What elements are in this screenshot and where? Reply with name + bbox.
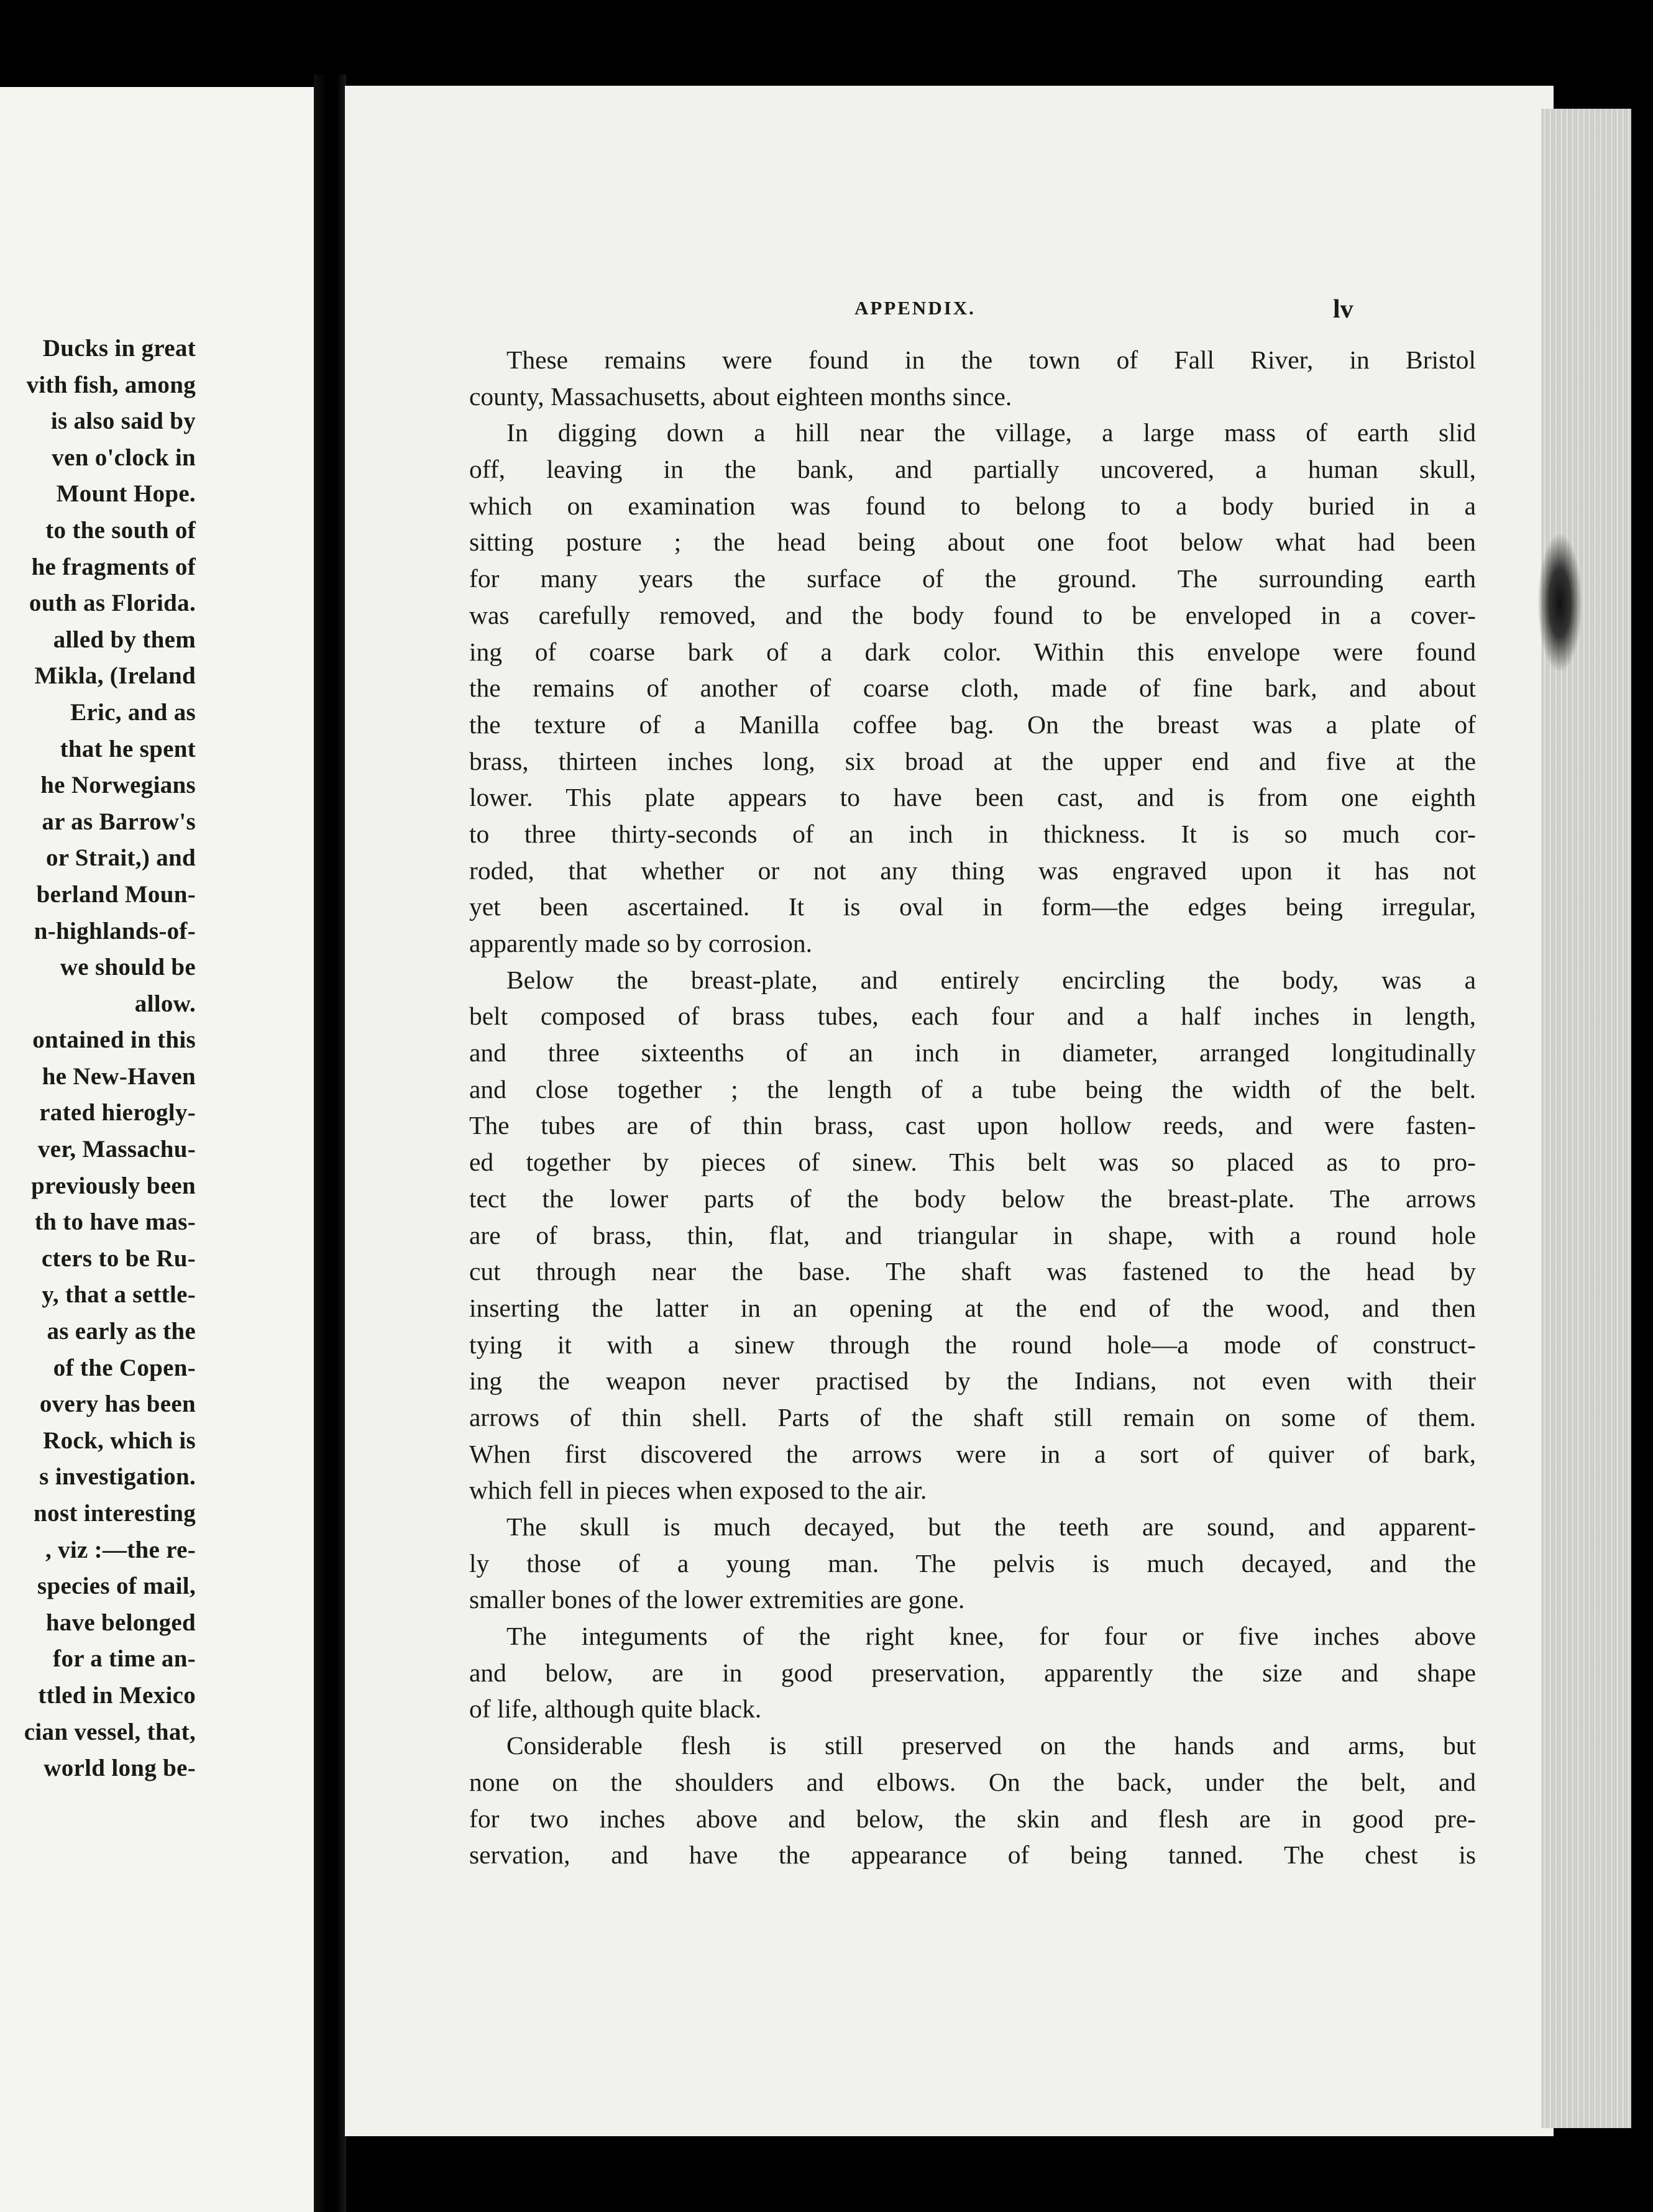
text-line: When first discovered the arrows were in a sort of quiver of bark,	[469, 1439, 1476, 1468]
text-line: inserting the latter in an opening at the end of the wood, and then	[469, 1293, 1476, 1322]
left-page-line: outh as Florida.	[29, 590, 196, 617]
text-line: lower. This plate appears to have been cast, and is from one eighth	[469, 783, 1476, 812]
left-page-line: we should be	[60, 954, 196, 981]
paragraph	[469, 1509, 1476, 1618]
text-line: the remains of another of coarse cloth, made of fine bark, and about	[469, 674, 1476, 703]
left-page-text	[0, 331, 196, 1787]
text-line: ed together by pieces of sinew. This belt was so placed as to pro-	[469, 1148, 1476, 1177]
text-line: brass, thirteen inches long, six broad at the upper end and five at the	[469, 746, 1476, 775]
book-gutter	[314, 75, 346, 2212]
text-line: The skull is much decayed, but the teeth are sound, and apparent-	[506, 1512, 1476, 1541]
left-page-line: Mount Hope.	[56, 480, 196, 508]
text-line: cut through near the base. The shaft was fastened to the head by	[469, 1257, 1476, 1286]
text-line: of life, although quite black.	[469, 1694, 762, 1724]
text-line: none on the shoulders and elbows. On the back, under the belt, and	[469, 1767, 1476, 1796]
text-line: for many years the surface of the ground. The surrounding earth	[469, 564, 1476, 593]
text-line: apparently made so by corrosion.	[469, 929, 813, 957]
text-line: and close together ; the length of a tube being the width of the belt.	[469, 1074, 1476, 1104]
left-page-line: he fragments of	[31, 553, 196, 580]
left-page-line: Eric, and as	[70, 698, 196, 726]
left-page-line: species of mail,	[37, 1573, 196, 1600]
left-page-line: , viz :—the re-	[45, 1536, 196, 1563]
left-page-line: he Norwegians	[40, 772, 196, 799]
left-page-line: is also said by	[50, 408, 196, 435]
paragraph	[469, 962, 1476, 1509]
paragraph	[469, 414, 1476, 961]
left-page-line: s investigation.	[39, 1463, 196, 1491]
left-page-line: ttled in Mexico	[38, 1681, 196, 1709]
text-line: for two inches above and below, the skin and flesh are in good pre-	[469, 1804, 1476, 1833]
text-line: tect the lower parts of the body below the breast-plate. The arrows	[469, 1184, 1476, 1213]
left-page-line: ar as Barrow's	[42, 808, 196, 835]
text-line: smaller bones of the lower extremities are gone.	[469, 1585, 965, 1614]
left-page-line: overy has been	[39, 1391, 196, 1418]
left-page-line: vith fish, among	[26, 371, 196, 398]
text-line: These remains were found in the town of Fall River, in Bristol	[506, 345, 1476, 374]
text-line: which on examination was found to belong to a body buried in a	[469, 491, 1476, 520]
running-title: APPENDIX.	[854, 297, 976, 319]
left-page-line: previously been	[31, 1172, 196, 1199]
text-line: Considerable flesh is still preserved on the hands and arms, but	[506, 1731, 1476, 1760]
left-page-line: he New-Haven	[42, 1063, 196, 1090]
left-page-line: as early as the	[47, 1318, 196, 1345]
text-line: ing of coarse bark of a dark color. Within this envelope were found	[469, 637, 1476, 666]
left-page-line: ven o'clock in	[52, 444, 196, 471]
page-number: lv	[1333, 295, 1353, 324]
left-page-line: that he spent	[60, 735, 196, 762]
text-line: Below the breast-plate, and entirely encircling the body, was a	[506, 965, 1476, 994]
text-line: and three sixteenths of an inch in diameter, arranged longitudinally	[469, 1038, 1476, 1067]
left-page-line: of the Copen-	[53, 1354, 196, 1381]
right-page	[345, 86, 1554, 2136]
text-line: belt composed of brass tubes, each four and a half inches in length,	[469, 1002, 1476, 1031]
text-line: roded, that whether or not any thing was engraved upon it has not	[469, 856, 1476, 885]
text-line: sitting posture ; the head being about one foot below what had been	[469, 528, 1476, 557]
text-line: ing the weapon never practised by the Indians, not even with their	[469, 1366, 1476, 1396]
paragraph	[469, 1618, 1476, 1727]
paragraph	[469, 1727, 1476, 1873]
text-line: servation, and have the appearance of being tanned. The chest is	[469, 1840, 1476, 1870]
left-page-line: for a time an-	[53, 1645, 196, 1673]
left-page-line: cian vessel, that,	[24, 1718, 196, 1745]
text-line: and below, are in good preservation, apparently the size and shape	[469, 1658, 1476, 1687]
page-edges	[1541, 109, 1631, 2128]
edge-shadow	[1538, 534, 1582, 671]
left-page-line: cters to be Ru-	[41, 1245, 196, 1272]
text-line: In digging down a hill near the village, a large mass of earth slid	[506, 418, 1476, 447]
left-page-line: n-highlands-of-	[34, 917, 196, 944]
text-line: arrows of thin shell. Parts of the shaft still remain on some of them.	[469, 1402, 1476, 1432]
text-line: tying it with a sinew through the round hole—a mode of construct-	[469, 1330, 1476, 1359]
text-line: the texture of a Manilla coffee bag. On the breast was a plate of	[469, 710, 1476, 739]
text-line: which fell in pieces when exposed to the air.	[469, 1476, 927, 1505]
left-page-line: to the south of	[45, 516, 196, 544]
left-page-line: allow.	[134, 990, 196, 1017]
text-line: The integuments of the right knee, for four or five inches above	[506, 1622, 1476, 1651]
text-line: was carefully removed, and the body found to be enveloped in a cover-	[469, 600, 1476, 629]
text-line: yet been ascertained. It is oval in form—the edges being irregular,	[469, 892, 1476, 921]
left-page-line: th to have mas-	[34, 1209, 196, 1236]
paragraph	[469, 342, 1476, 414]
left-page-line: nost interesting	[34, 1500, 196, 1527]
left-page-line: Ducks in great	[42, 335, 196, 362]
left-page-line: ontained in this	[32, 1026, 196, 1054]
left-page-line: or Strait,) and	[45, 844, 196, 872]
text-line: The tubes are of thin brass, cast upon hollow reeds, and were fasten-	[469, 1111, 1476, 1140]
left-page-line: world long be-	[44, 1755, 196, 1782]
left-page-line: have belonged	[45, 1609, 196, 1636]
left-page-line: berland Moun-	[36, 880, 196, 908]
text-line: county, Massachusetts, about eighteen months since.	[469, 382, 1012, 411]
body-text	[469, 342, 1476, 1873]
left-page	[0, 87, 314, 2212]
left-page-line: Rock, which is	[43, 1427, 196, 1454]
left-page-line: y, that a settle-	[42, 1281, 196, 1309]
text-line: are of brass, thin, flat, and triangular in shape, with a round hole	[469, 1220, 1476, 1250]
text-line: to three thirty-seconds of an inch in thickness. It is so much cor-	[469, 819, 1476, 848]
text-line: ly those of a young man. The pelvis is much decayed, and the	[469, 1548, 1476, 1578]
left-page-line: rated hierogly-	[39, 1099, 196, 1127]
left-page-line: Mikla, (Ireland	[34, 662, 196, 690]
left-page-line: alled by them	[53, 626, 196, 653]
left-page-line: ver, Massachu-	[37, 1136, 196, 1163]
text-line: off, leaving in the bank, and partially uncovered, a human skull,	[469, 455, 1476, 484]
